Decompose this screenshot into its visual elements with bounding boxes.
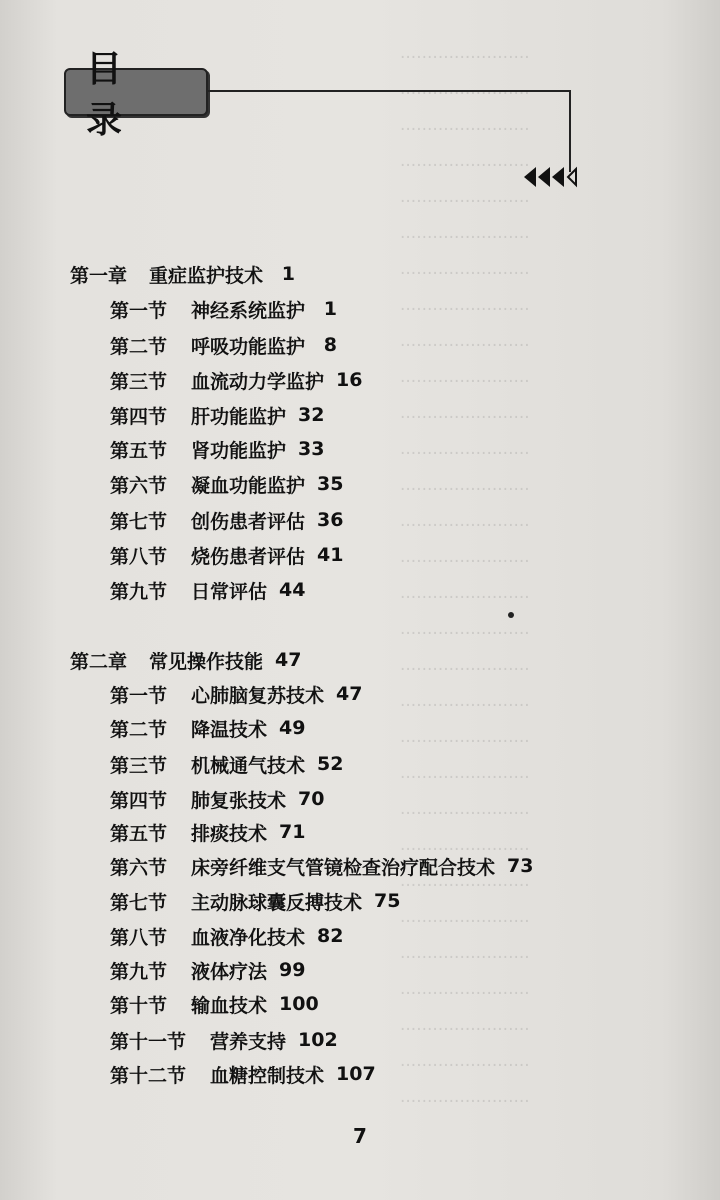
section-label: 第九节 (110, 960, 168, 983)
bleed-through-text: ························ ························ ························ ························ ························ ························ ························ ························ ························ ························ ························ ························ ························ ························ ························ ························ ························ ························ ························ ························ ························ ························ ························ ························ ························ ························ ························ ························ ························ ························ (400, 48, 530, 1112)
ink-dot (508, 612, 514, 618)
page-number: 41 (317, 544, 344, 566)
section-title: 液体疗法 (191, 960, 268, 983)
page-number: 107 (336, 1063, 376, 1085)
section-title: 心肺脑复苏技术 (191, 684, 325, 707)
page-number: 73 (507, 855, 534, 877)
section-label: 第八节 (110, 545, 168, 568)
section-title: 血液净化技术 (191, 926, 306, 949)
section-title: 降温技术 (191, 718, 268, 741)
page-number: 100 (279, 993, 319, 1015)
section-title: 输血技术 (191, 994, 268, 1017)
page-number: 44 (279, 579, 306, 601)
page-number: 35 (317, 473, 344, 495)
page-number: 75 (374, 890, 401, 912)
title-connector-vertical (569, 90, 571, 172)
section-label: 第一节 (110, 299, 168, 322)
section-label: 第一节 (110, 684, 168, 707)
section-label: 第二节 (110, 718, 168, 741)
section-title: 肺复张技术 (191, 789, 287, 812)
section-label: 第三节 (110, 370, 168, 393)
chapter-title: 常见操作技能 (149, 650, 264, 673)
page-number: 16 (336, 369, 363, 391)
section-title: 营养支持 (210, 1030, 287, 1053)
page-number: 47 (275, 649, 302, 671)
page-footer-number: 7 (353, 1124, 367, 1148)
section-title: 床旁纤维支气管镜检查治疗配合技术 (191, 856, 496, 879)
page-number: 99 (279, 959, 306, 981)
chapter-label: 第一章 (70, 264, 128, 287)
section-title: 神经系统监护 (191, 299, 306, 322)
page-number: 52 (317, 753, 344, 775)
section-title: 排痰技术 (191, 822, 268, 845)
section-title: 烧伤患者评估 (191, 545, 306, 568)
page-number: 49 (279, 717, 306, 739)
page-number: 33 (298, 438, 325, 460)
page-number: 8 (323, 334, 338, 356)
section-title: 机械通气技术 (191, 754, 306, 777)
section-label: 第七节 (110, 510, 168, 533)
section-title: 血糖控制技术 (210, 1064, 325, 1087)
page-number: 47 (336, 683, 363, 705)
page-number: 71 (279, 821, 306, 843)
section-label: 第十一节 (110, 1030, 187, 1053)
section-label: 第十二节 (110, 1064, 187, 1087)
page-number: 70 (298, 788, 325, 810)
page-number: 1 (323, 298, 338, 320)
section-title: 创伤患者评估 (191, 510, 306, 533)
section-label: 第九节 (110, 580, 168, 603)
page-number: 1 (281, 263, 296, 285)
section-title: 肝功能监护 (191, 405, 287, 428)
section-label: 第六节 (110, 856, 168, 879)
section-label: 第五节 (110, 822, 168, 845)
triple-arrow-icon (522, 165, 582, 189)
page-number: 82 (317, 925, 344, 947)
section-label: 第四节 (110, 405, 168, 428)
section-label: 第四节 (110, 789, 168, 812)
section-label: 第七节 (110, 891, 168, 914)
page-number: 102 (298, 1029, 338, 1051)
section-title: 主动脉球囊反搏技术 (191, 891, 363, 914)
section-label: 第十节 (110, 994, 168, 1017)
chapter-title: 重症监护技术 (149, 264, 264, 287)
section-title: 日常评估 (191, 580, 268, 603)
section-label: 第三节 (110, 754, 168, 777)
section-label: 第八节 (110, 926, 168, 949)
section-label: 第二节 (110, 335, 168, 358)
section-label: 第五节 (110, 439, 168, 462)
chapter-label: 第二章 (70, 650, 128, 673)
section-title: 凝血功能监护 (191, 474, 306, 497)
title-connector-horizontal (208, 90, 570, 92)
page-number: 36 (317, 509, 344, 531)
section-title: 肾功能监护 (191, 439, 287, 462)
page-number: 32 (298, 404, 325, 426)
section-title: 呼吸功能监护 (191, 335, 306, 358)
section-label: 第六节 (110, 474, 168, 497)
section-title: 血流动力学监护 (191, 370, 325, 393)
page-title: 目 录 (64, 68, 208, 116)
